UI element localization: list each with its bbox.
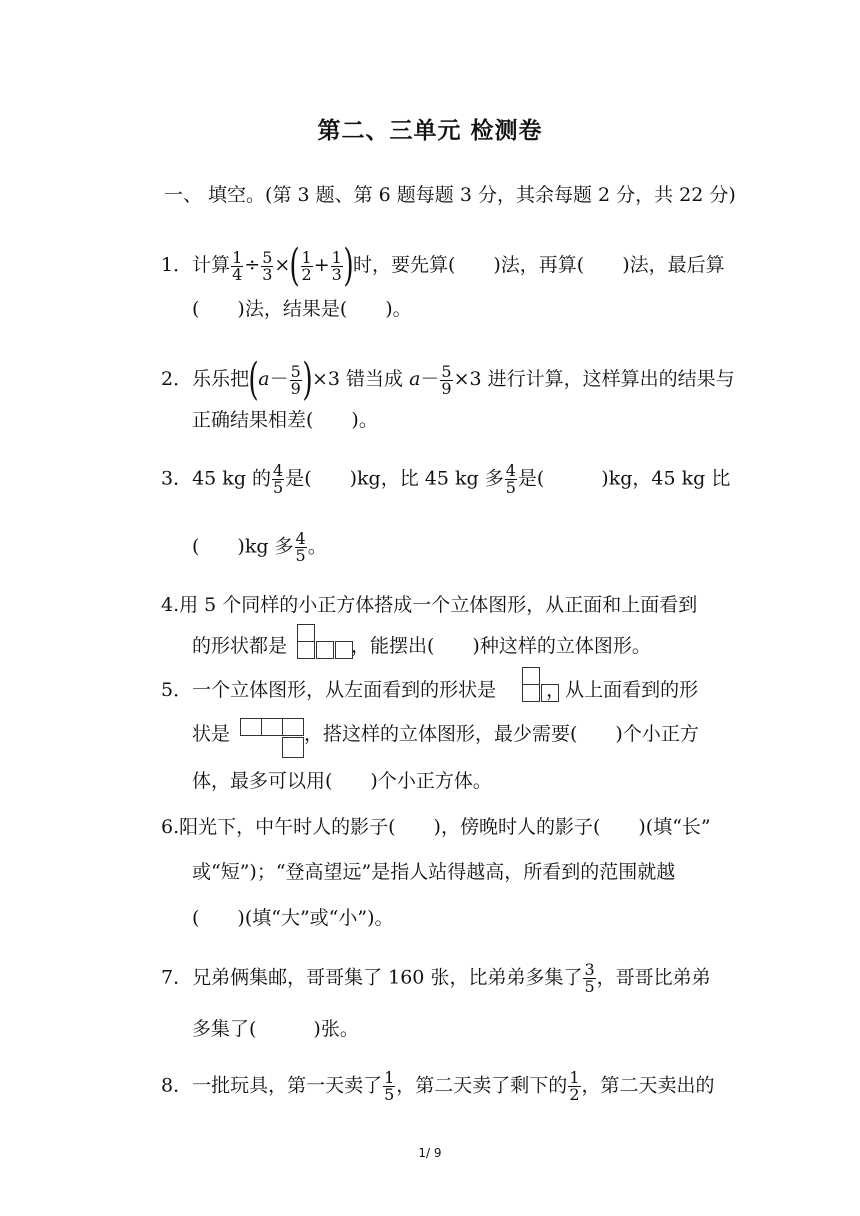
question-number: 4. (161, 594, 180, 616)
left-view-figure (522, 667, 560, 703)
question-7-line-2: 多集了( )张。 (192, 1018, 359, 1040)
question-number: 3． (161, 467, 193, 490)
question-5-line-3: 体，最多可以用( )个小正方体。 (192, 770, 492, 792)
top-view-figure (240, 718, 304, 760)
question-2-line-2: 正确结果相差( )。 (192, 409, 378, 431)
question-7-line-1: 7．兄弟俩集邮，哥哥集了 160 张，比弟弟多集了 $\frac{3}{5}$ ，哥哥比弟弟 (161, 960, 711, 996)
question-number: 8． (161, 1074, 193, 1097)
question-number: 7． (161, 966, 193, 989)
question-number: 2． (161, 368, 193, 390)
question-4-line-2: 的形状都是 ，能摆出( )种这样的立体图形。 (192, 635, 651, 657)
question-3-line-1: 3．45 kg 的 $\frac{4}{5}$ 是( )kg，比 45 kg 多 $\frac{4}{5}$ 是( )kg，45 kg 比 (161, 461, 731, 497)
question-number: 6. (161, 816, 180, 838)
question-1-line-2: ( )法，结果是( )。 (192, 298, 412, 320)
page-number: 1/ 9 (418, 1146, 442, 1160)
section-heading: 一、 填空。(第 3 题、第 6 题每题 3 分，其余每题 2 分，共 22 分) (164, 184, 736, 206)
question-8-line-1: 8．一批玩具，第一天卖了 $\frac{1}{5}$ ，第二天卖了剩下的 $\frac{1}{2}$ ，第二天卖出的 (161, 1068, 715, 1104)
fraction: $\frac{5}{9}$ (290, 361, 301, 398)
question-6-line-2: 或“短”)；“登高望远”是指人站得越高，所看到的范围就越 (192, 861, 676, 883)
question-5-line-2: 状是 ，搭这样的立体图形，最少需要( )个小正方 (192, 723, 699, 745)
question-number: 1． (161, 254, 193, 276)
fraction: $\frac{4}{5}$ (273, 461, 284, 497)
fraction: $\frac{5}{9}$ (441, 361, 452, 398)
question-6-line-1: 6.阳光下，中午时人的影子( )，傍晚时人的影子( )(填“长” (161, 816, 711, 838)
question-5-line-1: 5．一个立体图形，从左面看到的形状是 ，从上面看到的形 (161, 679, 699, 701)
front-top-view-figure (297, 624, 355, 660)
fraction: $\frac{1}{4}$ (232, 247, 243, 284)
question-3-line-2: ( )kg 多 $\frac{4}{5}$ 。 (192, 529, 327, 565)
question-1-line-1: 1．计算 $\frac{1}{4}$ ÷ $\frac{5}{3}$ ×( $\frac{1}{2}$ + $\frac{1}{3}$ )时，要先算( )法，再算( )法，最后算 (161, 240, 725, 291)
fraction: $\frac{5}{3}$ (262, 247, 273, 284)
page-title: 第二、三单元 检测卷 (317, 118, 543, 144)
fraction: $\frac{1}{2}$ (569, 1068, 580, 1104)
fraction: $\frac{4}{5}$ (505, 461, 516, 497)
question-2-line-1: 2．乐乐把(a－ $\frac{5}{9}$ )×3 错当成 a－ $\frac{5}{9}$ ×3 进行计算，这样算出的结果与 (161, 354, 735, 405)
question-number: 5． (161, 679, 193, 701)
fraction: $\frac{4}{5}$ (295, 529, 306, 565)
question-4-line-1: 4.用 5 个同样的小正方体搭成一个立体图形，从正面和上面看到 (161, 594, 698, 616)
fraction: $\frac{1}{3}$ (331, 247, 342, 284)
question-6-line-3: ( )(填“大”或“小”)。 (192, 907, 394, 929)
fraction: $\frac{1}{5}$ (384, 1068, 395, 1104)
fraction: $\frac{1}{2}$ (301, 247, 312, 284)
fraction: $\frac{3}{5}$ (584, 960, 595, 996)
